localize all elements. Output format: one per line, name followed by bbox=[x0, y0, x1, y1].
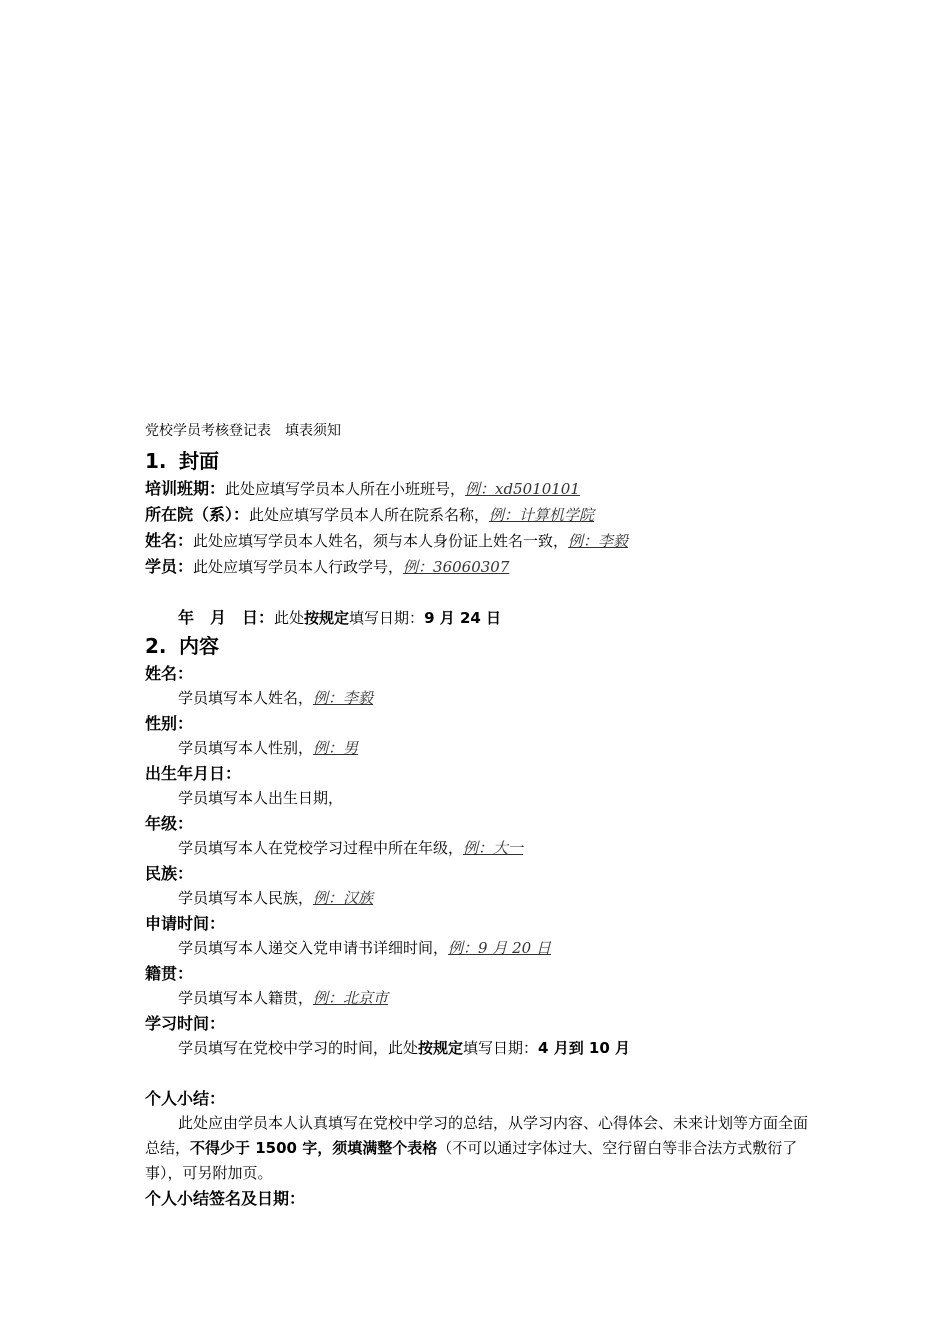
field-label: 申请时间： bbox=[145, 914, 226, 933]
field-example: 例：北京市 bbox=[313, 989, 389, 1007]
cover-item-text: 此处应填写学员本人行政学号， bbox=[193, 558, 404, 576]
cover-item-example: 例：36060307 bbox=[403, 558, 510, 576]
field-example: 例：大一 bbox=[463, 839, 524, 857]
date-line bbox=[145, 605, 810, 631]
section-number: 2. bbox=[145, 634, 167, 658]
field-description bbox=[145, 786, 810, 811]
field-text: 学员填写本人在党校学习过程中所在年级， bbox=[178, 839, 464, 857]
cover-item bbox=[145, 554, 810, 580]
section-title: 内容 bbox=[179, 634, 219, 658]
field-label: 年级： bbox=[145, 814, 194, 833]
field-label: 民族： bbox=[145, 864, 194, 883]
field-text: 学员填写本人递交入党申请书详细时间， bbox=[178, 939, 449, 957]
summary-bold: 不得少于 1500 字，须填满整个表格 bbox=[190, 1139, 438, 1157]
cover-item-text: 此处应填写学员本人所在院系名称， bbox=[249, 506, 490, 524]
field-text: 学员填写本人籍贯， bbox=[178, 989, 314, 1007]
date-text-2: 填写日期： bbox=[349, 609, 425, 627]
cover-item-text: 此处应填写学员本人所在小班班号， bbox=[225, 480, 466, 498]
field-description bbox=[145, 836, 810, 861]
cover-item-text: 此处应填写学员本人姓名，须与本人身份证上姓名一致， bbox=[193, 532, 569, 550]
date-text-1: 此处 bbox=[274, 609, 305, 627]
field-description bbox=[145, 686, 810, 711]
section-heading-content bbox=[145, 631, 810, 661]
cover-item bbox=[145, 528, 810, 554]
cover-item-label: 学员： bbox=[145, 557, 194, 576]
cover-item bbox=[145, 476, 810, 502]
study-time-text-2: 填写日期： bbox=[463, 1039, 539, 1057]
doc-title: 党校学员考核登记表 填表须知 bbox=[145, 423, 341, 439]
cover-item bbox=[145, 502, 810, 528]
study-time-text-1: 学员填写在党校中学习的时间，此处 bbox=[178, 1039, 419, 1057]
field-label: 性别： bbox=[145, 714, 194, 733]
study-time-bold-2: 4 月到 10 月 bbox=[538, 1039, 631, 1057]
summary-text-2: （不可以通过字体过大、空行留白等非合法方式敷衍了事），可另附加页。 bbox=[145, 1139, 798, 1182]
signature-label: 个人小结签名及日期： bbox=[145, 1189, 306, 1208]
cover-item-label: 培训班期： bbox=[145, 479, 226, 498]
cover-item-label: 姓名： bbox=[145, 531, 194, 550]
cover-item-label: 所在院（系）： bbox=[145, 505, 250, 524]
field-text: 学员填写本人姓名， bbox=[178, 689, 314, 707]
field-description bbox=[145, 736, 810, 761]
field-text: 学员填写本人出生日期， bbox=[178, 789, 344, 807]
date-bold-1: 按规定 bbox=[304, 609, 350, 627]
cover-item-example: 例：李毅 bbox=[568, 532, 629, 550]
summary-paragraph bbox=[145, 1111, 810, 1186]
study-time-label: 学习时间： bbox=[145, 1014, 226, 1033]
field-description bbox=[145, 886, 810, 911]
field-example: 例：李毅 bbox=[313, 689, 374, 707]
study-time-bold-1: 按规定 bbox=[418, 1039, 464, 1057]
summary-text-1: 此处应由学员本人认真填写在党校中学习的总结，从学习内容、心得体会、未来计划等方面全面总结， bbox=[145, 1114, 809, 1157]
cover-instructions bbox=[145, 476, 810, 580]
date-bold-2: 9 月 24 日 bbox=[424, 609, 502, 627]
section-title: 封面 bbox=[179, 449, 219, 473]
summary-label: 个人小结： bbox=[145, 1089, 226, 1108]
field-label: 姓名： bbox=[145, 664, 194, 683]
cover-item-example: 例：xd5010101 bbox=[465, 480, 580, 498]
field-example: 例：男 bbox=[313, 739, 359, 757]
field-label: 出生年月日： bbox=[145, 764, 242, 783]
field-description bbox=[145, 986, 810, 1011]
section-heading-cover bbox=[145, 446, 810, 476]
field-text: 学员填写本人民族， bbox=[178, 889, 314, 907]
spacer bbox=[145, 580, 810, 605]
cover-item-example: 例：计算机学院 bbox=[489, 506, 595, 524]
section-number: 1. bbox=[145, 449, 167, 473]
spacer bbox=[145, 1061, 810, 1086]
document-body bbox=[145, 420, 810, 1211]
field-description bbox=[145, 936, 810, 961]
field-example: 例：汉族 bbox=[313, 889, 374, 907]
date-label: 年 月 日： bbox=[178, 608, 275, 627]
content-fields bbox=[145, 661, 810, 1011]
field-example: 例：9 月 20 日 bbox=[448, 939, 551, 957]
field-label: 籍贯： bbox=[145, 964, 194, 983]
field-text: 学员填写本人性别， bbox=[178, 739, 314, 757]
study-time-desc bbox=[145, 1036, 810, 1061]
